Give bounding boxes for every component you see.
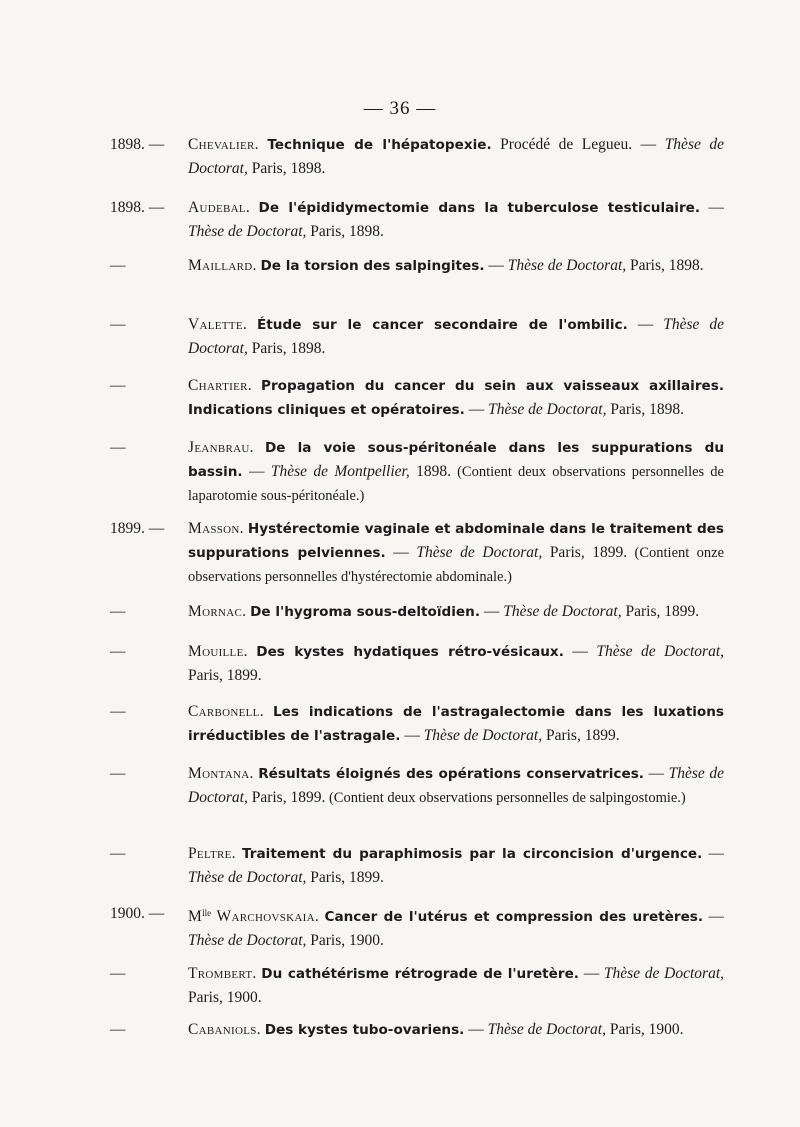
entry-note: (Contient deux observations personnelles de salpingostomie.) [325,790,686,806]
entry-date: — [110,439,126,456]
entry-thesis: Thèse de Doctorat, [488,401,607,418]
entry-thesis: Thèse de Doctorat, [503,603,622,620]
entry-body [188,902,724,952]
entry-thesis: Thèse de Doctorat, [188,223,307,240]
entry-author: Montana. [188,765,254,782]
entry-title: Résultats éloignés des opérations conservatrices. [258,766,644,782]
entry-place: Paris, 1899. [542,544,628,561]
entry-title: Des kystes hydatiques rétro-vésicaux. [256,644,564,660]
entry-thesis: Thèse de Doctorat, [596,643,725,660]
entry-author: Peltre. [188,845,236,862]
entry-body [188,133,724,180]
entry-thesis: Thèse de Doctorat, [423,727,543,744]
entry-author: Carbonell. [188,703,264,720]
entry-place: Paris, 1898. [606,401,684,418]
entry-thesis: Thèse de Montpellier, [270,463,410,480]
entry-separator: — [563,643,597,660]
entry-separator: — [578,965,604,982]
entry-date: 1898. — [110,199,165,216]
entry-separator: — [702,845,725,862]
entry-note: (Contient onze observations personnelles d'hystérectomie abdominale.) [188,545,725,585]
entry-author: Audebal. [188,199,251,216]
entry-body [188,517,724,589]
entry-place: Paris, 1899. [188,667,262,684]
entry-author: Cabaniols. [188,1021,261,1038]
entry-separator: — [479,603,504,620]
entry-place: Paris, 1899. [306,869,384,886]
entry-body [188,254,724,278]
entry-body [188,842,724,889]
entry-date: — [110,643,126,660]
entry-date: — [110,377,126,394]
entry-author: Chevalier. [188,136,259,153]
entry-place: Paris, 1898. [247,160,326,177]
entry-thesis: Thèse de Doctorat, [188,136,725,177]
entry-place: Paris, 1899. [542,727,620,744]
entry-body [188,196,724,243]
entry-body [188,600,724,624]
entry-separator: — [643,765,669,782]
entry-date: — [110,316,126,333]
entry-place: Paris, 1900. [306,932,384,949]
entry-body [188,640,724,687]
entry-date: 1899. — [110,520,165,537]
entry-title: Les indications de l'astragalectomie dans les luxations irréductibles de l'astragale. [188,704,724,744]
entry-body [188,962,724,1009]
page-number: — 36 — [363,98,437,119]
entry-title: Technique de l'hépatopexie. [267,137,492,153]
entry-place: Paris, 1899. [247,789,326,806]
entry-date: — [110,965,126,982]
entry-place: 1898. [409,463,451,480]
entry-thesis: Thèse de Doctorat, [507,257,627,274]
entry-place: Paris, 1898. [247,340,326,357]
entry-body [188,313,724,360]
entry-title: De l'épididymectomie dans la tuberculose testiculaire. [258,200,701,216]
entry-thesis: Thèse de Doctorat, [416,544,543,561]
entry-thesis: Thèse de Doctorat, [188,932,307,949]
entry-title: Du cathétérisme rétrograde de l'uretère. [261,966,579,982]
entry-author: Warchovskaia. [211,908,320,925]
entry-date: — [110,845,126,862]
entry-author: Maillard. [188,257,257,274]
entry-title: Propagation du cancer du sein aux vaisseaux axillaires. Indications cliniques et opératoires. [188,378,724,418]
entry-thesis: Thèse de Doctorat, [188,316,725,357]
entry-place: Paris, 1899. [621,603,700,620]
entry-separator: — [242,463,271,480]
entry-separator: — [703,908,725,925]
entry-author: Mornac. [188,603,247,620]
entry-author: Trombert. [188,965,257,982]
entry-thesis: Thèse de Doctorat, [487,1021,606,1038]
entry-date: — [110,703,126,720]
entry-separator: — [464,1021,488,1038]
entry-note: (Contient deux observations personnelles de laparotomie sous-péritonéale.) [188,464,724,504]
entry-author: Jeanbrau. [188,439,254,456]
entry-author-sup: lle [202,908,212,918]
entry-date: 1898. — [110,136,165,153]
entry-title: De la voie sous-péritonéale dans les suppurations du bassin. [188,440,724,480]
entry-place: Paris, 1900. [188,989,262,1006]
entry-title: Des kystes tubo-ovariens. [264,1022,465,1038]
entry-body [188,1018,724,1042]
entry-author: Masson. [188,520,244,537]
entry-thesis: Thèse de Doctorat, [188,869,307,886]
entry-place: Paris, 1900. [605,1021,684,1038]
entry-title: De la torsion des salpingites. [260,258,485,274]
entry-separator: — [400,727,424,744]
entry-date: — [110,257,126,274]
entry-separator: — [464,401,489,418]
entry-separator: Procédé de Legueu. — [491,136,665,153]
entry-date: — [110,1021,126,1038]
entry-body [188,700,724,748]
entry-place: Paris, 1898. [626,257,704,274]
entry-body [188,436,724,508]
entry-separator: — [484,257,508,274]
entry-separator: — [627,316,664,333]
entry-separator: — [700,199,725,216]
entry-author-prefix: M [188,908,203,925]
entry-body [188,374,724,422]
entry-title: De l'hygroma sous-deltoïdien. [250,604,480,620]
entry-thesis: Thèse de Doctorat, [188,765,725,806]
entry-place: Paris, 1898. [306,223,384,240]
entry-title: Traitement du paraphimosis par la circoncision d'urgence. [242,846,703,862]
entry-author: Valette. [188,316,248,333]
entry-author: Chartier. [188,377,252,394]
entry-title: Hystérectomie vaginale et abdominale dans le traitement des suppurations pelviennes. [188,521,725,561]
entry-separator: — [385,544,417,561]
entry-body [188,762,724,810]
entry-title: Cancer de l'utérus et compression des uretères. [324,909,704,925]
entry-date: 1900. — [110,905,165,922]
entry-author: Mouille. [188,643,248,660]
entry-date: — [110,603,126,620]
entry-thesis: Thèse de Doctorat, [603,965,725,982]
entry-title: Étude sur le cancer secondaire de l'ombilic. [257,317,628,333]
entry-date: — [110,765,126,782]
